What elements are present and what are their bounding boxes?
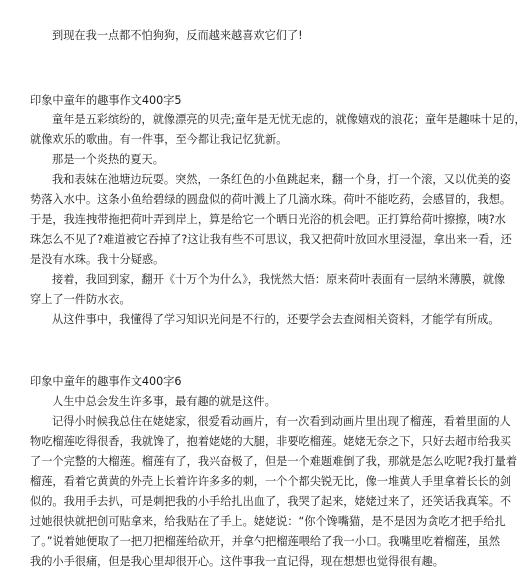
section-5-line-9: 接着，我回到家，翻开《十万个为什么》，我恍然大悟：原来荷叶表面有一层纳米薄膜，就像 <box>52 273 506 286</box>
section-6-line-9: 我的小手很痛，但是我心里却很开心。这件事我一直记得，现在想想也觉得很有趣。 <box>30 555 444 568</box>
section-6-line-7: 过她很快就把创可贴拿来，给我贴在了手上。姥姥说：“你个馋嘴猫，是不是因为贪吃才把手给扎 <box>30 515 506 528</box>
intro-line: 到现在我一点都不怕狗狗，反而越来越喜欢它们了! <box>52 29 303 42</box>
section-6-line-5: 榴莲，看着它黄黄的外壳上长着许许多多的刺，一个个都尖锐无比，像一堆黄人手里拿着长长的剑 <box>30 475 512 488</box>
section-5-line-10: 穿上了一件防水衣。 <box>30 293 131 306</box>
section-5-line-6: 于是，我连拽带拖把荷叶弄到岸上，算是给它一个晒日光浴的机会吧。正打算给荷叶擦擦，咦?水 <box>30 213 506 226</box>
section-6-line-1: 人生中总会发生许多事，最有趣的就是这件。 <box>52 395 276 408</box>
section-6-line-4: 了一个完整的大榴莲。榴莲有了，我兴奋极了，但是一个难题难倒了我，那就是怎么吃呢?我打量着 <box>30 455 518 468</box>
section-6-line-6: 似的。我用手去扒，可是刺把我的小手给扎出血了，我哭了起来，姥姥过来了，还笑话我真笨。不 <box>30 495 512 508</box>
section-5-line-2: 就像欢乐的歌曲。有一件事，至今都让我记忆犹新。 <box>30 133 288 146</box>
section-6-line-3: 物吃榴莲吃得很香，我就馋了，抱着姥姥的大腿，非要吃榴莲。姥姥无奈之下，只好去超市给我买 <box>30 435 512 448</box>
section-5-line-1: 童年是五彩缤纷的，就像漂亮的贝壳;童年是无忧无虑的，就像嬉戏的浪花；童年是趣味十足的， <box>52 113 526 126</box>
section-5-line-4: 我和表妹在池塘边玩耍。突然，一条红色的小鱼跳起来，翻一个身，打一个滚，又以优美的姿 <box>52 173 511 186</box>
section-5-line-11: 从这件事中，我懂得了学习知识光问是不行的，还要学会去查阅相关资料，才能学有所成。 <box>52 313 500 326</box>
section-6-title: 印象中童年的趣事作文400字6 <box>30 375 182 388</box>
section-5-line-3: 那是一个炎热的夏天。 <box>52 153 164 166</box>
section-5-line-7: 珠怎么不见了?难道被它吞掉了?这让我有些不可思议，我又把荷叶放回水里浸湿，拿出来一看，还 <box>30 233 512 246</box>
section-5-line-5: 势落入水中。这条小鱼给碧绿的圆盘似的荷叶溅上了几滴水珠。荷叶不能吃药，会感冒的，我想。 <box>30 193 512 206</box>
section-5-title: 印象中童年的趣事作文400字5 <box>30 94 182 107</box>
section-5-line-8: 是没有水珠。我十分疑惑。 <box>30 253 165 266</box>
section-6-line-2: 记得小时候我总住在姥姥家，很爱看动画片，有一次看到动画片里出现了榴莲，看着里面的人 <box>52 415 511 428</box>
section-6-line-8: 了。”说着她便取了一把刀把榴莲给砍开，并拿勺把榴莲喂给了我一小口。我嘴里吃着榴莲，虽然 <box>30 535 501 548</box>
